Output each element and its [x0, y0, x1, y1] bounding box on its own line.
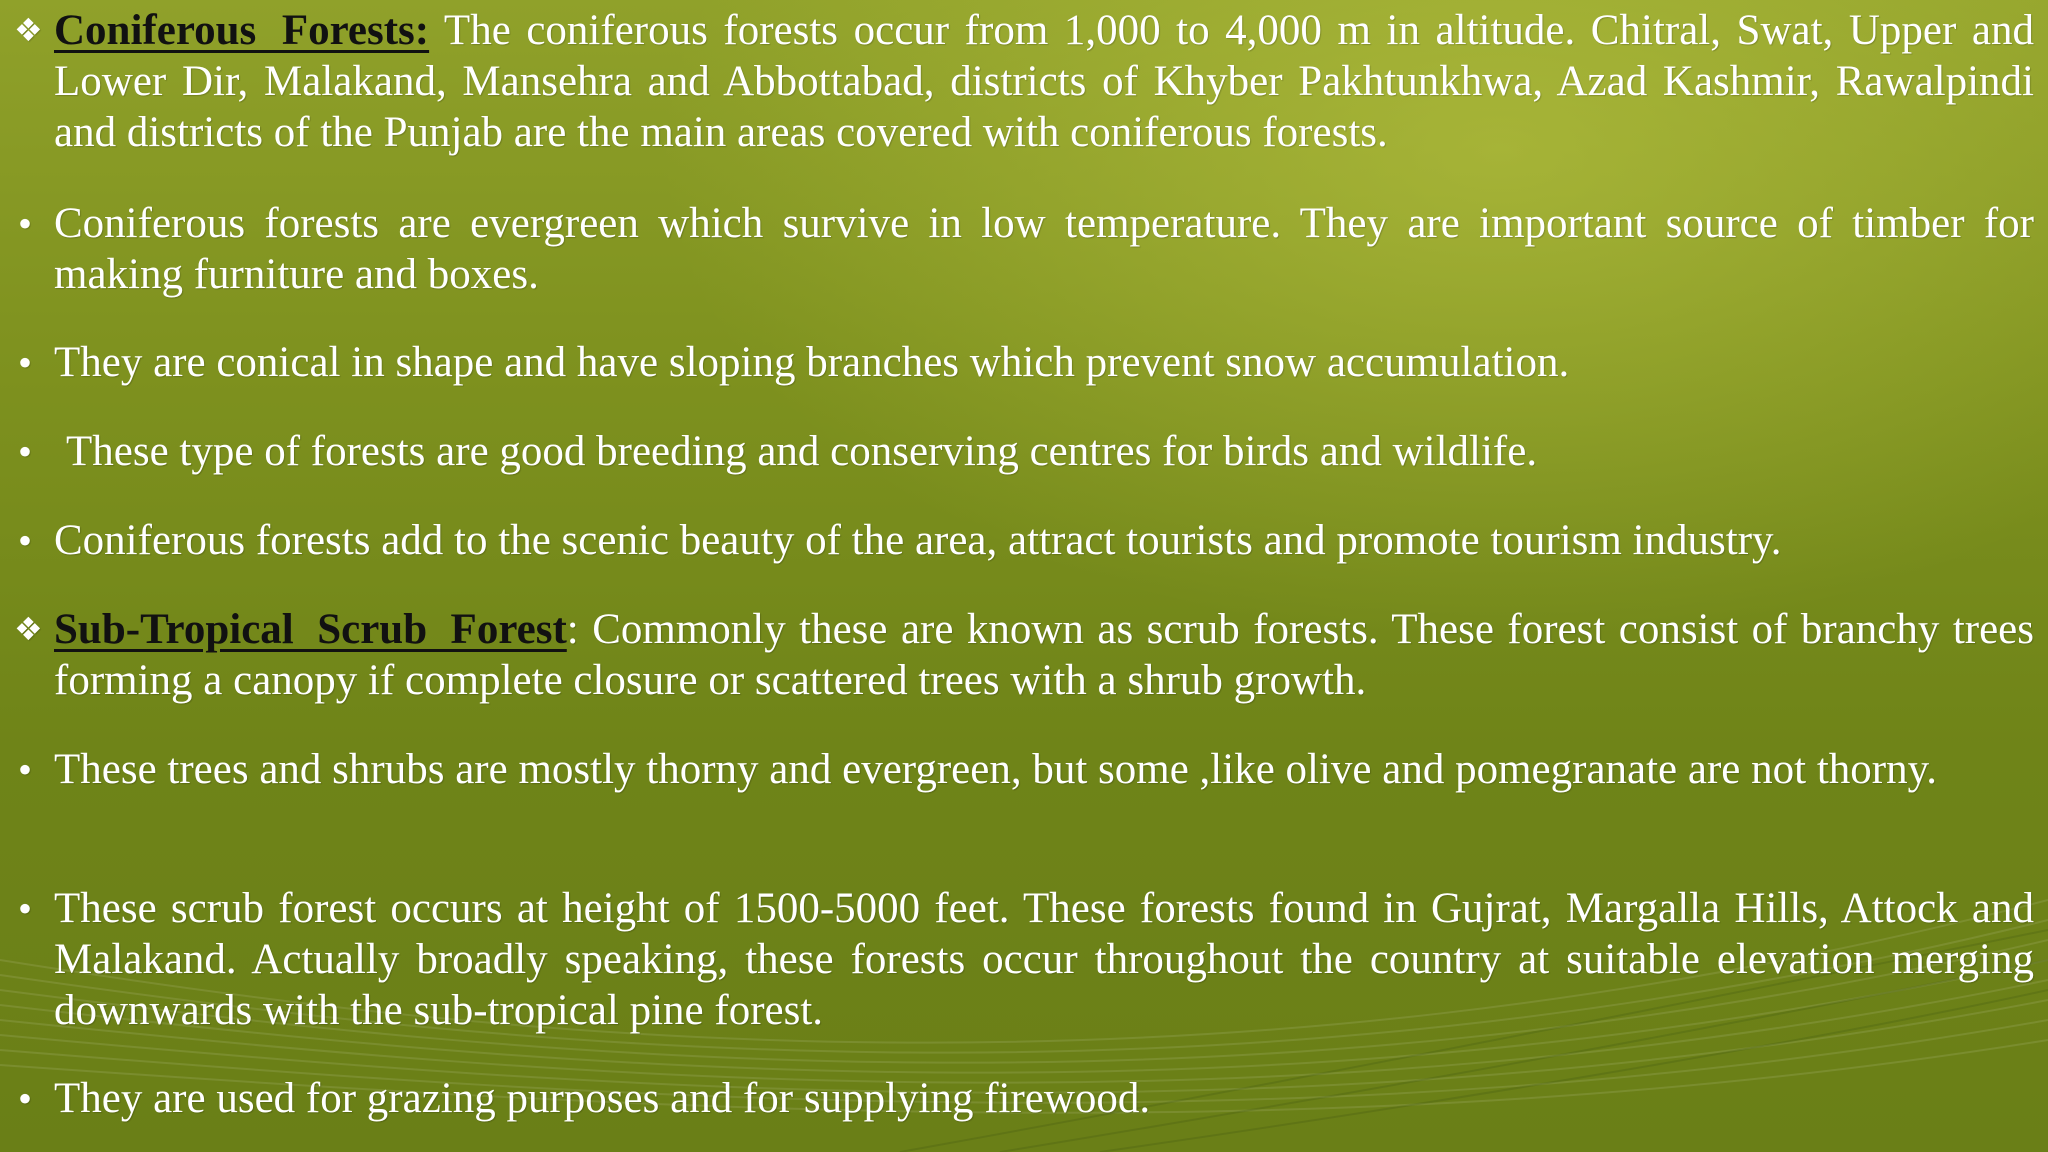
bullet-text: These type of forests are good breeding and conserving centres for birds and wildlife. [66, 428, 1538, 475]
bullet-dot-icon: • [18, 518, 33, 563]
bullet-text: These scrub forest occurs at height of 1500-5000 feet. These forests found in Gujrat, Margalla Hills, Attock and Malakand. Actually broadly speaking, these forests occur throughout the country at suitable elevation merging downwards with the sub-tropical pine forest. [54, 885, 2034, 1034]
bullet-dot-icon: • [18, 886, 33, 931]
bullet-text: Coniferous forests add to the scenic beauty of the area, attract tourists and promote tourism industry. [54, 517, 1782, 564]
sub-tropical-scrub-forest-paragraph [14, 604, 2034, 706]
bullet-dot-icon: • [18, 429, 33, 474]
coniferous-forests-paragraph [14, 5, 2034, 158]
bullet-text: These trees and shrubs are mostly thorny and evergreen, but some ,like olive and pomegranate are not thorny. [54, 746, 1938, 793]
bullet-evergreen [14, 198, 2034, 300]
sub-tropical-scrub-forest-heading: Sub-Tropical Scrub Forest [54, 606, 567, 653]
paragraph-text: Commonly these are known as scrub forests. These forest consist of branchy trees forming a canopy if complete closure or scattered trees with a shrub growth. [54, 606, 2035, 704]
bullet-scrub-height [14, 883, 2034, 1036]
bullet-breeding-centres [14, 426, 2034, 477]
bullet-scenic-beauty [14, 515, 2034, 566]
bullet-text: They are conical in shape and have sloping branches which prevent snow accumulation. [54, 339, 1570, 386]
bullet-dot-icon: • [18, 1076, 33, 1121]
bullet-dot-icon: • [18, 201, 33, 246]
bullet-grazing-firewood [14, 1073, 2034, 1124]
bullet-text: Coniferous forests are evergreen which survive in low temperature. They are important source of timber for making furniture and boxes. [54, 200, 2034, 298]
bullet-dot-icon: • [18, 747, 33, 792]
bullet-dot-icon: • [18, 340, 33, 385]
bullet-conical-shape [14, 337, 2034, 388]
bullet-text: They are used for grazing purposes and for supplying firewood. [54, 1075, 1151, 1122]
paragraph-text: The coniferous forests occur from 1,000 to 4,000 m in altitude. Chitral, Swat, Upper and Lower Dir, Malakand, Mansehra and Abbottabad, districts of Khyber Pakhtunkhwa, Azad Kashmir, Rawalpindi and districts of the Punjab are the main areas covered with coniferous forests. [54, 7, 2034, 156]
diamond-bullet-icon: ❖ [14, 610, 43, 648]
heading-suffix: : [566, 606, 579, 653]
slide-content [14, 0, 2034, 1152]
coniferous-forests-heading: Coniferous Forests: [54, 7, 430, 54]
diamond-bullet-icon: ❖ [14, 11, 43, 49]
bullet-thorny-shrubs [14, 744, 2034, 795]
